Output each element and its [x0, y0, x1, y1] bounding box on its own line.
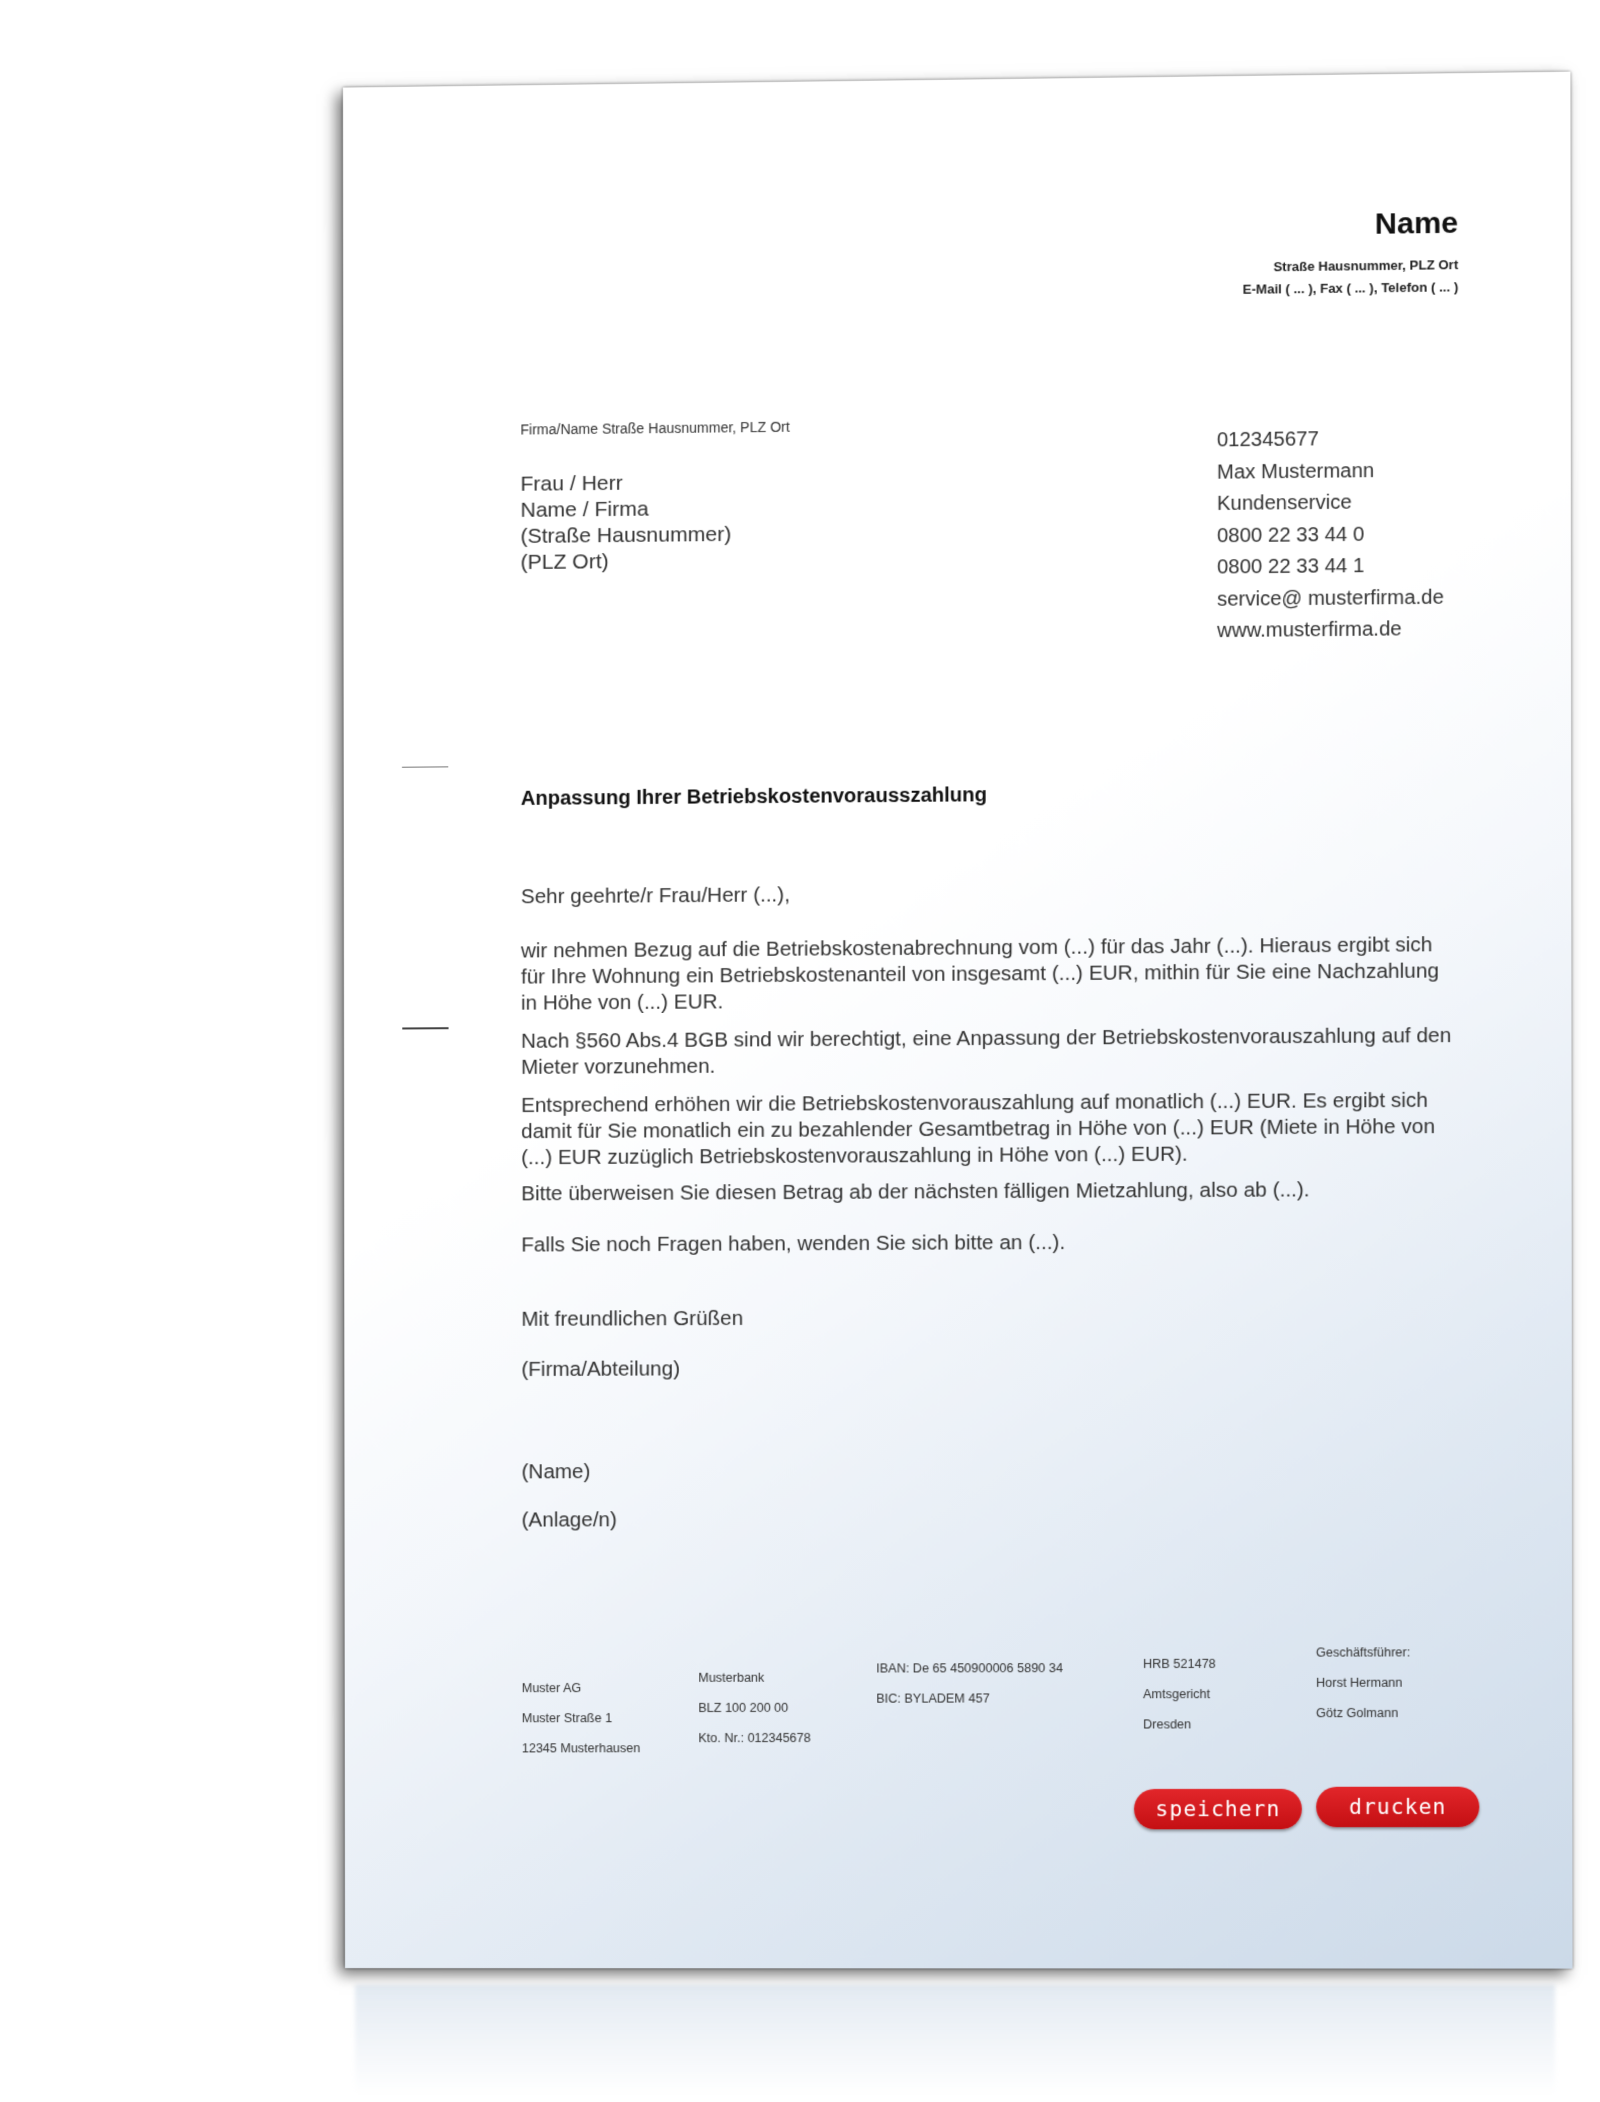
- footer-company: [522, 1673, 641, 1764]
- paragraph-text: Nach §560 Abs.4 BGB sind wir berechtigt, eine Anpassung der Betriebskostenvorauszahlung auf den Mieter vorzunehmen.: [521, 1023, 1452, 1079]
- footer-line: 12345 Musterhausen: [521, 1741, 641, 1756]
- footer-line: IBAN: De 65 450900006 5890 34: [876, 1661, 1063, 1676]
- footer-iban: [876, 1653, 1063, 1714]
- contact-fax: 0800 22 33 44 1: [1217, 554, 1365, 579]
- recipient-address: [520, 470, 731, 577]
- letter-page: [343, 72, 1573, 1969]
- footer-line: Horst Hermann: [1316, 1675, 1403, 1690]
- footer-line: HRB 521478: [1143, 1656, 1216, 1672]
- footer-line: Geschäftsführer:: [1315, 1645, 1411, 1660]
- signature-name: (Name): [521, 1460, 591, 1484]
- footer-line: Dresden: [1143, 1717, 1192, 1732]
- return-address: Firma/Name Straße Hausnummer, PLZ Ort: [520, 418, 790, 438]
- paragraph-text: Bitte überweisen Sie diesen Betrag ab der nächsten fälligen Mietzahlung, also ab (...).: [521, 1178, 1310, 1206]
- paragraph-text: Entsprechend erhöhen wir die Betriebskostenvorauszahlung auf monatlich (...) EUR. Es ergibt sich damit für Sie monatlich ein zu bezahlender Gesamtbetrag in Höhe von (...) EUR (Miete in Höhe von (...) EUR zuzüglich Betriebskostenvorauszahlung in Höhe von (...) EUR).: [521, 1088, 1436, 1170]
- punch-mark: [402, 1027, 448, 1029]
- paragraph: [521, 1088, 1454, 1172]
- letter-subject: Anpassung Ihrer Betriebskostenvorausszahlung: [520, 784, 987, 810]
- paragraph-text: wir nehmen Bezug auf die Betriebskostenabrechnung vom (...) für das Jahr (...). Hieraus ergibt sich für Ihre Wohnung ein Betriebskostenanteil von insgesamt (...) EUR, mithin für Sie eine Nachzahlung in Höhe von (...) EUR.: [520, 933, 1440, 1015]
- paragraph: [521, 932, 1454, 1017]
- attachment-note: (Anlage/n): [521, 1508, 617, 1532]
- closing-greeting: Mit freundlichen Grüßen: [521, 1306, 744, 1331]
- footer-register: [1143, 1649, 1216, 1740]
- sender-address: Straße Hausnummer, PLZ Ort: [1273, 257, 1459, 275]
- fold-mark: [402, 766, 448, 767]
- recipient-line: (PLZ Ort): [520, 550, 609, 575]
- recipient-line: Frau / Herr: [520, 471, 623, 496]
- contact-email: service@ musterfirma.de: [1217, 586, 1444, 611]
- recipient-line: Name / Firma: [520, 497, 649, 522]
- footer-line: Amtsgericht: [1143, 1687, 1211, 1702]
- footer-line: Muster AG: [521, 1681, 582, 1696]
- footer-line: Kto. Nr.: 012345678: [698, 1730, 811, 1746]
- footer-line: Musterbank: [698, 1670, 765, 1685]
- paragraph-text: Falls Sie noch Fragen haben, wenden Sie sich bitte an (...).: [521, 1230, 1066, 1257]
- footer-line: Götz Golmann: [1316, 1705, 1399, 1721]
- print-button[interactable]: drucken: [1316, 1787, 1479, 1828]
- footer-line: BIC: BYLADEM 457: [876, 1691, 990, 1706]
- footer-line: BLZ 100 200 00: [698, 1700, 789, 1716]
- paragraph: [521, 1023, 1454, 1081]
- contact-block: [1217, 423, 1444, 648]
- contact-department: Kundenservice: [1216, 491, 1352, 516]
- paragraph: [521, 1228, 1454, 1259]
- save-button[interactable]: speichern: [1134, 1789, 1302, 1829]
- recipient-line: (Straße Hausnummer): [520, 522, 732, 548]
- sender-contact: E-Mail ( ... ), Fax ( ... ), Telefon ( ... ): [1242, 279, 1459, 297]
- footer-bank: [698, 1663, 810, 1754]
- contact-phone: 0800 22 33 44 0: [1217, 523, 1365, 547]
- closing-company: (Firma/Abteilung): [521, 1357, 680, 1382]
- reference-number: 012345677: [1216, 428, 1319, 452]
- paragraph: [521, 1176, 1454, 1207]
- sender-name: Name: [1374, 206, 1459, 241]
- footer-management: [1316, 1637, 1410, 1728]
- footer-line: Muster Straße 1: [521, 1711, 613, 1726]
- contact-person: Max Mustermann: [1216, 459, 1375, 484]
- salutation: Sehr geehrte/r Frau/Herr (...),: [520, 883, 790, 909]
- contact-website: www.musterfirma.de: [1217, 618, 1402, 643]
